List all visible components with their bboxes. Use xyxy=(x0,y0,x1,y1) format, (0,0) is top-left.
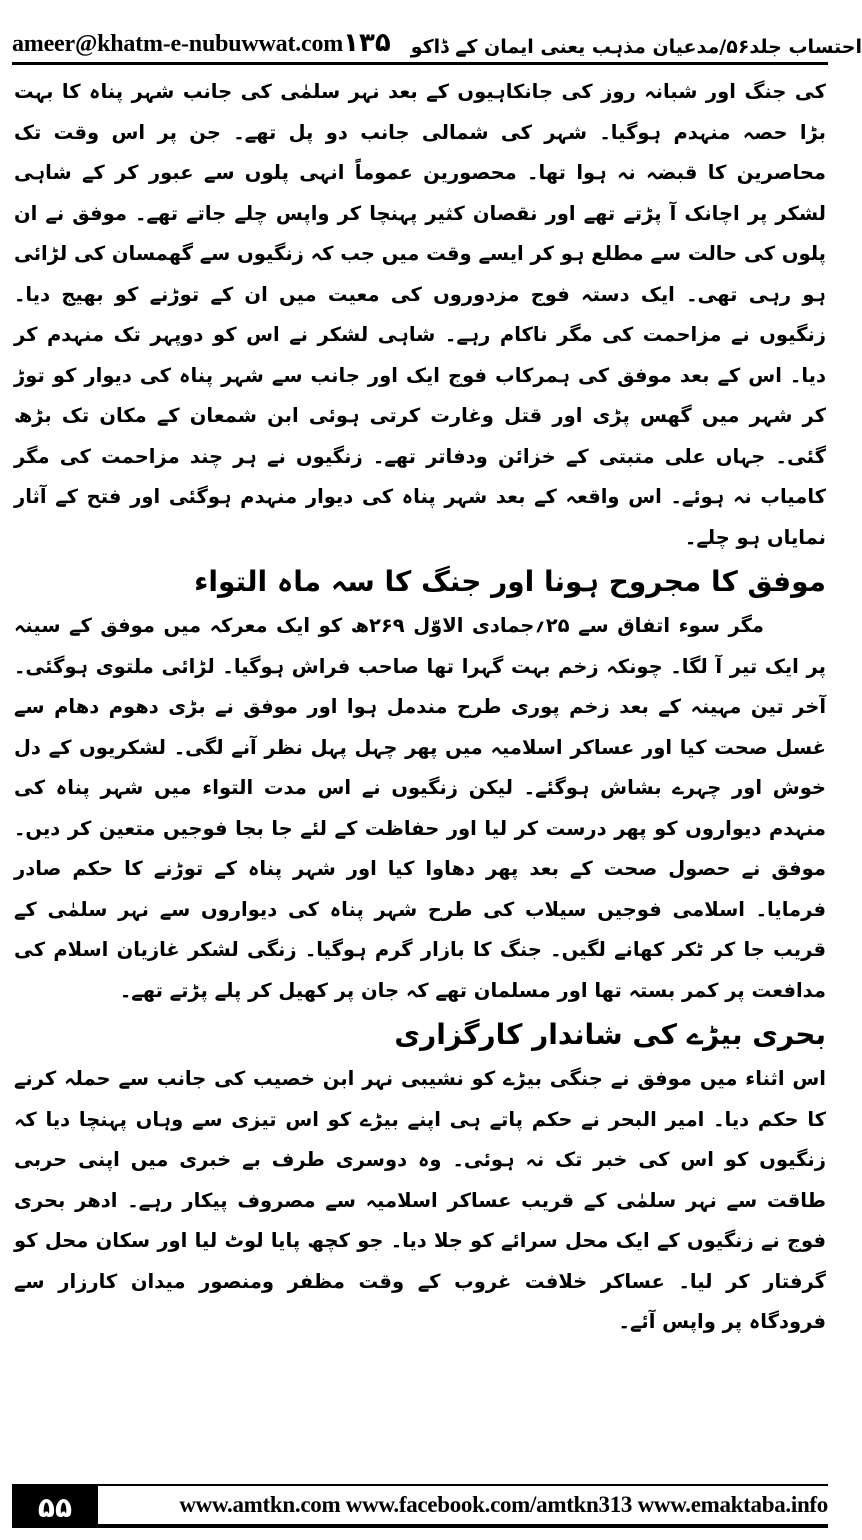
page-footer xyxy=(12,1484,828,1528)
header-right xyxy=(343,28,862,58)
paragraph-3: اس اثناء میں موفق نے جنگی بیڑے کو نشیبی نہر ابن خصیب کی جانب سے حملہ کرنے کا حکم دیا۔ امیر البحر نے حکم پاتے ہی اپنے بیڑے کو اس تیزی سے وہاں پہنچا دیا کہ زنگیوں کو اس کی خبر تک نہ ہوئی۔ وہ دوسری طرف بے خبری میں اپنی حربی طاقت سے نہر سلمٰی کے قریب عساکر اسلامیہ سے مصروف پیکار رہے۔ ادھر بحری فوج نے زنگیوں کے ایک محل سرائے کو جلا دیا۔ جو کچھ پایا لوٹ لیا اور سکان محل کو گرفتار کر لیا۔ عساکر خلافت غروب کے وقت مظفر ومنصور میدان کارزار سے فرودگاہ پر واپس آئے۔ xyxy=(14,1067,826,1333)
section-heading-1: موفق کا مجروح ہونا اور جنگ کا سہ ماہ التواء xyxy=(194,565,826,598)
page-header xyxy=(12,14,862,58)
footer-links[interactable]: www.amtkn.com www.facebook.com/amtkn313 www.emaktaba.info xyxy=(179,1492,828,1517)
footer-rule-bottom xyxy=(12,1524,828,1528)
header-title: احتساب جلد۵۶/مدعیان مذہب یعنی ایمان کے ڈاکو xyxy=(410,36,862,58)
paragraph-1: کی جنگ اور شبانہ روز کی جانکاہیوں کے بعد نہر سلمٰی کی جانب شہر پناہ کا بہت بڑا حصہ منہدم ہوگیا۔ شہر کی شمالی جانب دو پل تھے۔ جن پر اس وقت تک محاصرین کا قبضہ نہ ہوا تھا۔ محصورین عموماً انہی پلوں سے عبور کر کے شاہی لشکر پر اچانک آ پڑتے تھے اور نقصان کثیر پہنچا کر واپس چلے جاتے تھے۔ موفق نے ان پلوں کی حالت سے مطلع ہو کر ایسے وقت میں جب کہ زنگیوں سے گھمسان کی لڑائی ہو رہی تھی۔ ایک دستہ فوج مزدوروں کی معیت میں ان کے توڑنے کو بھیج دیا۔ زنگیوں نے مزاحمت کی مگر ناکام رہے۔ شاہی لشکر نے اس کو دوپہر تک منہدم کر دیا۔ اس کے بعد موفق کی ہمرکاب فوج ایک اور جانب سے شہر پناہ کی دیوار کو توڑ کر شہر میں گھس پڑی اور قتل وغارت کرتی ہوئی ابن شمعان کے مکان تک بڑھ گئی۔ جہاں علی متبتی کے خزائن ودفاتر تھے۔ زنگیوں نے ہر چند مزاحمت کی مگر کامیاب نہ ہوئے۔ اس واقعہ کے بعد شہر پناہ کی دیوار منہدم ہوگئی اور فتح کے آثار نمایاں ہو چلے۔ xyxy=(14,80,826,549)
page-content xyxy=(14,72,826,1452)
section-heading-2: بحری بیڑے کی شاندار کارگزاری xyxy=(394,1018,826,1051)
header-page-number: ۱۳۵ xyxy=(343,28,391,58)
header-email[interactable]: ameer@khatm-e-nubuwwat.com xyxy=(12,31,344,57)
header-rule xyxy=(12,62,828,65)
paragraph-2: مگر سوء اتفاق سے ۲۵؍جمادی الاوّل ۲۶۹ھ کو ایک معرکہ میں موفق کے سینہ پر ایک تیر آ لگا۔ چونکہ زخم بہت گہرا تھا صاحب فراش ہوگیا۔ لڑائی ملتوی ہوگئی۔ آخر تین مہینہ کے بعد زخم پوری طرح مندمل ہوا اور موفق نے بڑی دھوم دھام سے غسل صحت کیا اور عساکر اسلامیہ میں پھر چہل پہل نظر آنے لگی۔ لشکریوں کے دل خوش اور چہرے بشاش ہوگئے۔ لیکن زنگیوں نے اس مدت التواء میں شہر پناہ کی منہدم دیواروں کو پھر درست کر لیا اور حفاظت کے لئے جا بجا فوجیں متعین کر دیں۔ موفق نے حصول صحت کے بعد پھر دھاوا کیا اور شہر پناہ کے توڑنے کا حکم صادر فرمایا۔ اسلامی فوجیں سیلاب کی طرح شہر پناہ کی دیواروں سے نہر سلمٰی کے قریب جا کر ٹکر کھانے لگیں۔ جنگ کا بازار گرم ہوگیا۔ زنگی لشکر غازیان اسلام کی مدافعت پر کمر بستہ تھا اور مسلمان تھے کہ جان پر کھیل کر پلے پڑتے تھے۔ xyxy=(14,614,826,1002)
footer-rule-top xyxy=(12,1484,828,1486)
footer-page-badge: ۵۵ xyxy=(12,1486,98,1528)
